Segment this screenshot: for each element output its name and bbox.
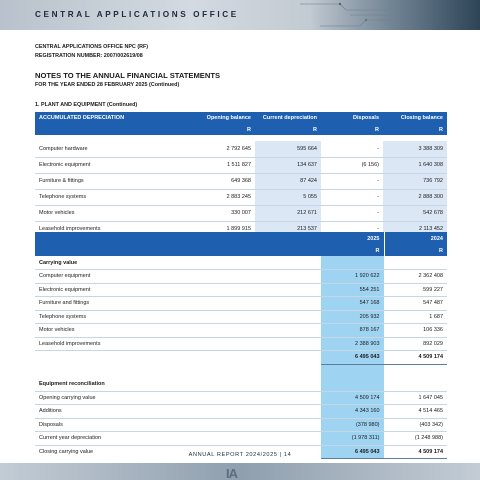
row-label: Furniture and fittings — [35, 297, 321, 311]
year-header: 2025 — [321, 232, 384, 245]
cell: 595 664 — [255, 141, 321, 157]
cell: 554 251 — [321, 283, 384, 297]
table-row — [35, 405, 447, 419]
accumulated-depreciation-table — [35, 112, 447, 251]
footer-band — [0, 463, 480, 480]
cell: 736 792 — [383, 173, 447, 189]
unit-cell: R — [321, 124, 383, 135]
cell: 547 168 — [321, 297, 384, 311]
carrying-value-table — [35, 232, 447, 459]
cell: - — [321, 173, 383, 189]
cell: - — [321, 221, 383, 237]
cell: 6 495 043 — [321, 445, 384, 459]
cell: 106 336 — [384, 324, 447, 338]
table-row — [35, 157, 447, 173]
page-title: NOTES TO THE ANNUAL FINANCIAL STATEMENTS — [35, 71, 221, 80]
cell: 599 227 — [384, 283, 447, 297]
table-header-row — [35, 112, 447, 124]
row-label: Disposals — [35, 418, 321, 432]
cell: (1 978 311) — [321, 432, 384, 446]
group-label-row — [35, 256, 447, 270]
row-label: Motor vehicles — [35, 324, 321, 338]
column-header: Opening balance — [193, 112, 255, 124]
table-header-row — [35, 232, 447, 245]
cell: 330 007 — [193, 205, 255, 221]
cell: (378 980) — [321, 418, 384, 432]
column-header: ACCUMULATED DEPRECIATION — [35, 112, 193, 124]
row-label: Computer hardware — [35, 141, 193, 157]
table-row — [35, 189, 447, 205]
cell: 649 368 — [193, 173, 255, 189]
cell: 547 487 — [384, 297, 447, 311]
row-label: Telephone systems — [35, 189, 193, 205]
cell: 87 424 — [255, 173, 321, 189]
cell: 1 640 308 — [383, 157, 447, 173]
row-label: Telephone systems — [35, 310, 321, 324]
cell: 542 678 — [383, 205, 447, 221]
table-row — [35, 418, 447, 432]
table-unit-row — [35, 124, 447, 135]
cell: 134 637 — [255, 157, 321, 173]
cell: - — [321, 141, 383, 157]
cell: 1 920 622 — [321, 270, 384, 284]
table-row — [35, 205, 447, 221]
page-banner — [0, 0, 480, 30]
cell: 1 687 — [384, 310, 447, 324]
carrying-value-label: Carrying value — [35, 256, 321, 270]
cell: 1 899 915 — [193, 221, 255, 237]
cell: 2 888 300 — [383, 189, 447, 205]
cell: (6 156) — [321, 157, 383, 173]
unit-cell: R — [255, 124, 321, 135]
row-label: Furniture & fittings — [35, 173, 193, 189]
cell: 1 511 827 — [193, 157, 255, 173]
cell: (403 342) — [384, 418, 447, 432]
cell: 892 029 — [384, 337, 447, 351]
row-label: Motor vehicles — [35, 205, 193, 221]
cell: (1 248 988) — [384, 432, 447, 446]
row-label: Electronic equipment — [35, 157, 193, 173]
table-unit-row — [35, 245, 447, 256]
row-label: Electronic equipment — [35, 283, 321, 297]
unit-cell — [35, 124, 193, 135]
banner-gradient — [310, 0, 480, 30]
table-row — [35, 337, 447, 351]
cell: 5 055 — [255, 189, 321, 205]
cell: 2 388 903 — [321, 337, 384, 351]
cell: 2 883 245 — [193, 189, 255, 205]
table-row — [35, 310, 447, 324]
year-header: 2024 — [384, 232, 447, 245]
column-header: Current depreciation — [255, 112, 321, 124]
brand-name: CENTRAL APPLICATIONS OFFICE — [35, 10, 239, 19]
row-label: Current year depreciation — [35, 432, 321, 446]
table-row — [35, 391, 447, 405]
unit-cell: R — [321, 245, 384, 256]
row-label: Additions — [35, 405, 321, 419]
cell: 4 509 174 — [321, 391, 384, 405]
row-label: Leasehold improvements — [35, 337, 321, 351]
table-row — [35, 270, 447, 284]
section-heading: 1. PLANT AND EQUIPMENT (Continued) — [35, 102, 138, 108]
row-label: Leasehold improvements — [35, 221, 193, 237]
cell: 205 932 — [321, 310, 384, 324]
column-header: Disposals — [321, 112, 383, 124]
table-row — [35, 283, 447, 297]
company-name: CENTRAL APPLICATIONS OFFICE NPC (RF) — [35, 44, 149, 50]
table-row — [35, 297, 447, 311]
table-row — [35, 432, 447, 446]
page-subtitle: FOR THE YEAR ENDED 28 FEBRUARY 2025 (Continued) — [35, 82, 180, 88]
cell: 878 167 — [321, 324, 384, 338]
subtotal-row — [35, 351, 447, 365]
row-label: Closing carrying value — [39, 449, 94, 455]
page-footer: ANNUAL REPORT 2024/2025 | 14 — [188, 452, 292, 458]
subtotal-cell: 6 495 043 — [321, 351, 384, 365]
cell: 213 537 — [255, 221, 321, 237]
cell: 4 509 174 — [384, 445, 447, 459]
row-label: Opening carrying value — [35, 391, 321, 405]
column-header: Closing balance — [383, 112, 447, 124]
footer-logo-mark: IA — [226, 466, 237, 480]
table-row — [35, 324, 447, 338]
registration-number: REGISTRATION NUMBER: 2007/002619/08 — [35, 53, 143, 59]
cell: 4 343 160 — [321, 405, 384, 419]
unit-cell: R — [383, 124, 447, 135]
cell: 4 514 465 — [384, 405, 447, 419]
cell: 212 671 — [255, 205, 321, 221]
cell: - — [321, 189, 383, 205]
unit-cell: R — [193, 124, 255, 135]
group-label-row — [35, 378, 447, 392]
reconciliation-label: Equipment reconciliation — [35, 378, 321, 392]
cell: 2 362 408 — [384, 270, 447, 284]
unit-cell: R — [384, 245, 447, 256]
table-row — [35, 141, 447, 157]
cell: 1 647 045 — [384, 391, 447, 405]
subtotal-cell: 4 509 174 — [384, 351, 447, 365]
cell: 2 792 645 — [193, 141, 255, 157]
cell: - — [321, 205, 383, 221]
cell: 3 388 309 — [383, 141, 447, 157]
cell: 2 113 452 — [383, 221, 447, 237]
row-label: Computer equipment — [35, 270, 321, 284]
table-row — [35, 173, 447, 189]
